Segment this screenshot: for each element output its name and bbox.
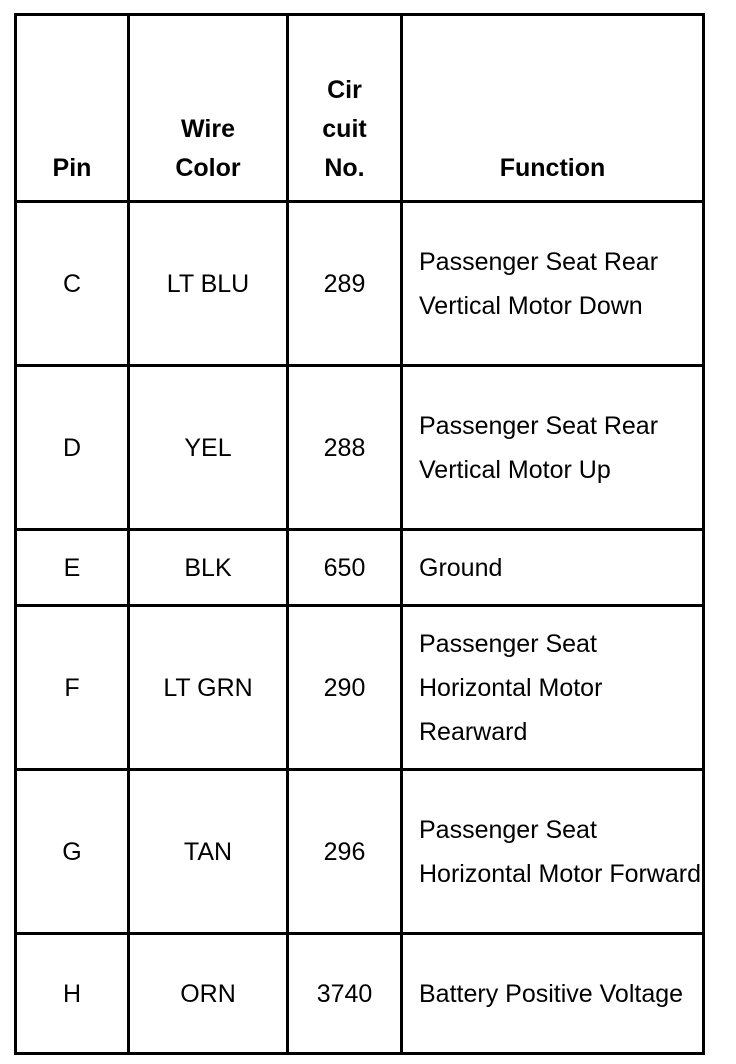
- cell-function: Ground: [402, 530, 704, 606]
- cell-wire-color: YEL: [129, 366, 288, 530]
- table-row: [16, 530, 704, 606]
- cell-wire-color: ORN: [129, 934, 288, 1054]
- table-header-row: [16, 15, 704, 202]
- cell-wire-color: LT GRN: [129, 606, 288, 770]
- table-row: [16, 770, 704, 934]
- table-row: [16, 366, 704, 530]
- cell-function: Passenger Seat Rear Vertical Motor Down: [402, 202, 704, 366]
- cell-function: Battery Positive Voltage: [402, 934, 704, 1054]
- header-wire-color: Wire Color: [129, 15, 288, 202]
- cell-function: Passenger Seat Horizontal Motor Rearward: [402, 606, 704, 770]
- cell-pin: F: [16, 606, 129, 770]
- cell-function: Passenger Seat Rear Vertical Motor Up: [402, 366, 704, 530]
- cell-circuit-no: 3740: [288, 934, 402, 1054]
- cell-pin: G: [16, 770, 129, 934]
- table-row: [16, 934, 704, 1054]
- header-function: Function: [402, 15, 704, 202]
- cell-circuit-no: 289: [288, 202, 402, 366]
- cell-pin: E: [16, 530, 129, 606]
- connector-pin-table: [14, 13, 705, 1055]
- cell-circuit-no: 290: [288, 606, 402, 770]
- cell-circuit-no: 296: [288, 770, 402, 934]
- cell-pin: H: [16, 934, 129, 1054]
- cell-wire-color: TAN: [129, 770, 288, 934]
- cell-wire-color: LT BLU: [129, 202, 288, 366]
- cell-circuit-no: 650: [288, 530, 402, 606]
- cell-pin: D: [16, 366, 129, 530]
- header-circuit-no: Cir cuit No.: [288, 15, 402, 202]
- cell-wire-color: BLK: [129, 530, 288, 606]
- table-row: [16, 606, 704, 770]
- cell-circuit-no: 288: [288, 366, 402, 530]
- cell-function: Passenger Seat Horizontal Motor Forward: [402, 770, 704, 934]
- cell-pin: C: [16, 202, 129, 366]
- table-row: [16, 202, 704, 366]
- header-pin: Pin: [16, 15, 129, 202]
